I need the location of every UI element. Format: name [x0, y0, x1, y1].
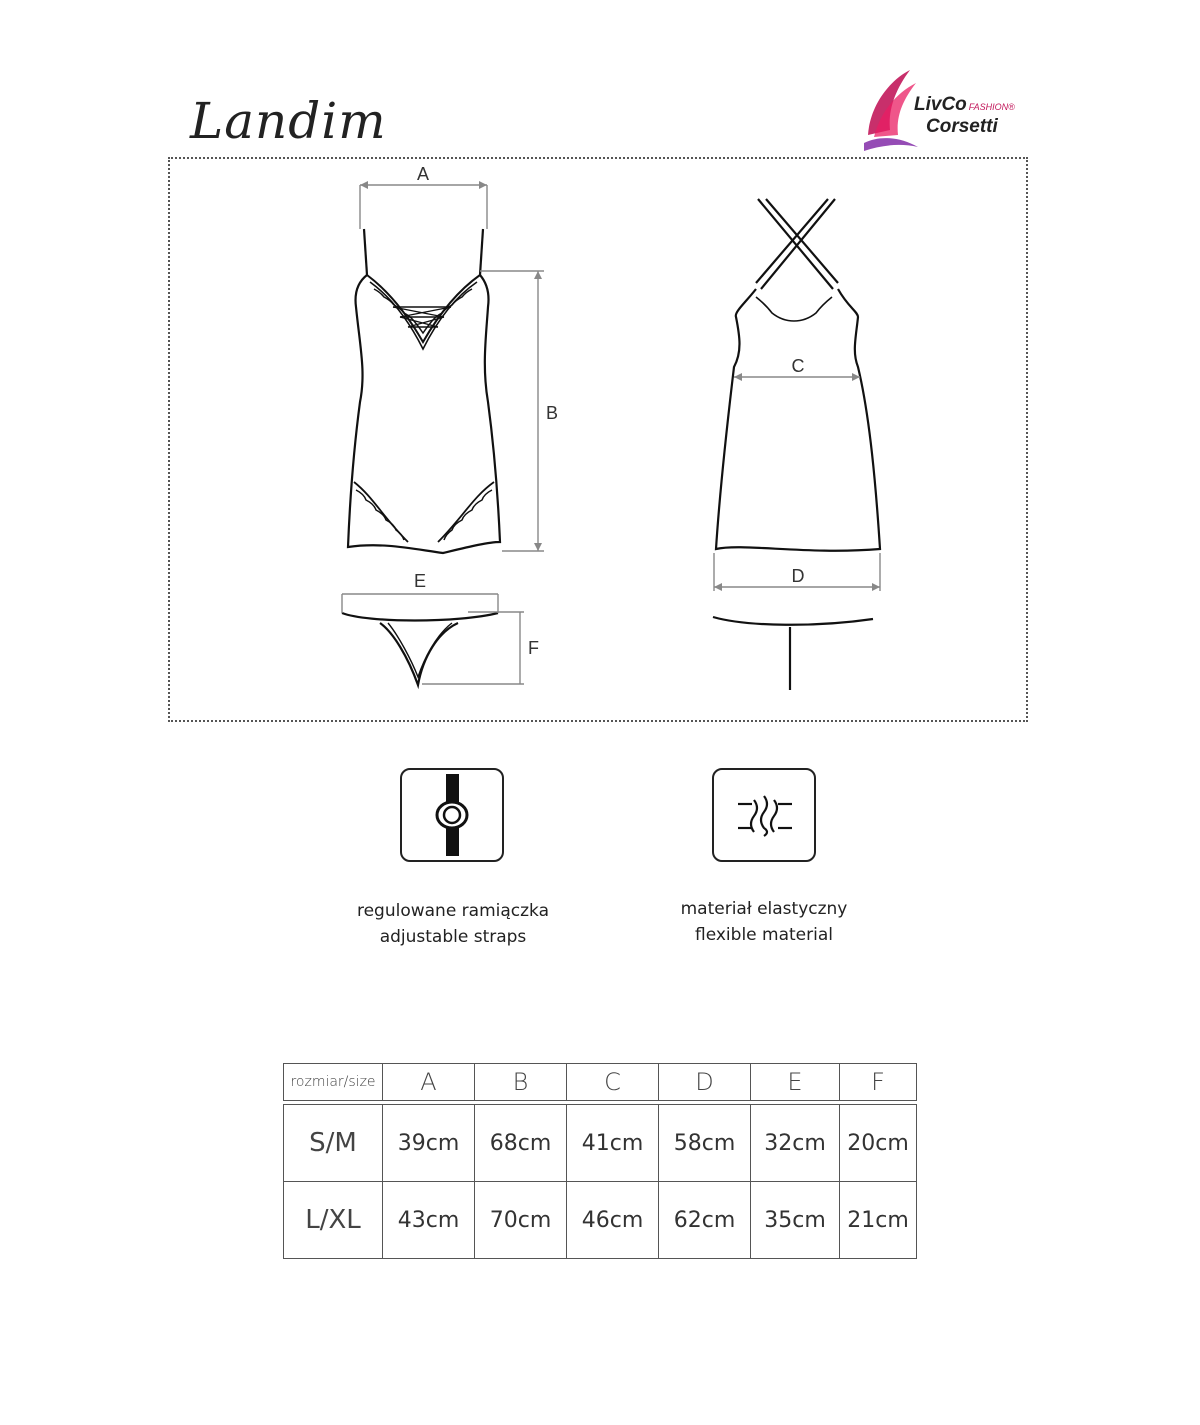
size-table: [283, 1104, 917, 1259]
column-header-d: D: [659, 1064, 751, 1101]
back-thong-drawing: [713, 617, 873, 690]
size-cell: S/M: [284, 1105, 383, 1182]
brand-logo: [860, 65, 1030, 155]
value-cell: 58cm: [659, 1105, 751, 1182]
table-row: [284, 1182, 917, 1259]
feature-adjustable-straps: [323, 898, 583, 950]
size-table-header: [283, 1063, 917, 1101]
dim-label-e: E: [413, 571, 427, 591]
value-cell: 68cm: [475, 1105, 567, 1182]
feature-label-pl: regulowane ramiączka: [356, 901, 550, 921]
value-cell: 20cm: [840, 1105, 917, 1182]
column-header-f: F: [840, 1064, 917, 1101]
flexible-material-icon: [712, 768, 816, 862]
column-header-b: B: [475, 1064, 567, 1101]
brand-tag: FASHION®: [968, 102, 1015, 112]
value-cell: 32cm: [751, 1105, 840, 1182]
column-header-a: A: [383, 1064, 475, 1101]
value-cell: 46cm: [567, 1182, 659, 1259]
product-title: Landim: [190, 92, 387, 150]
brand-line2: Corsetti: [926, 116, 998, 137]
brand-line1: LivCo: [914, 94, 967, 115]
column-header-c: C: [567, 1064, 659, 1101]
value-cell: 21cm: [840, 1182, 917, 1259]
dim-label-b: B: [546, 403, 559, 423]
value-cell: 39cm: [383, 1105, 475, 1182]
adjustable-strap-icon: [400, 768, 504, 862]
dim-label-f: F: [528, 638, 539, 658]
value-cell: 43cm: [383, 1182, 475, 1259]
value-cell: 62cm: [659, 1182, 751, 1259]
feature-flexible-material: [634, 896, 894, 948]
brand-swoosh-icon: [860, 65, 920, 155]
thong-drawing: [342, 613, 498, 685]
chemise-front-drawing: [348, 229, 500, 553]
size-cell: L/XL: [284, 1182, 383, 1259]
feature-label-en: adjustable straps: [379, 927, 527, 947]
value-cell: 70cm: [475, 1182, 567, 1259]
dim-label-c: C: [791, 356, 805, 376]
feature-label-en: flexible material: [695, 925, 833, 945]
brand-name: [914, 95, 1015, 137]
size-header-label: rozmiar/size: [284, 1064, 383, 1101]
feature-label-pl: materiał elastyczny: [680, 899, 848, 919]
dim-label-a: A: [416, 164, 430, 184]
dim-label-d: D: [791, 566, 805, 586]
column-header-e: E: [751, 1064, 840, 1101]
table-row: [284, 1105, 917, 1182]
value-cell: 35cm: [751, 1182, 840, 1259]
value-cell: 41cm: [567, 1105, 659, 1182]
garment-diagram: [168, 157, 1028, 722]
